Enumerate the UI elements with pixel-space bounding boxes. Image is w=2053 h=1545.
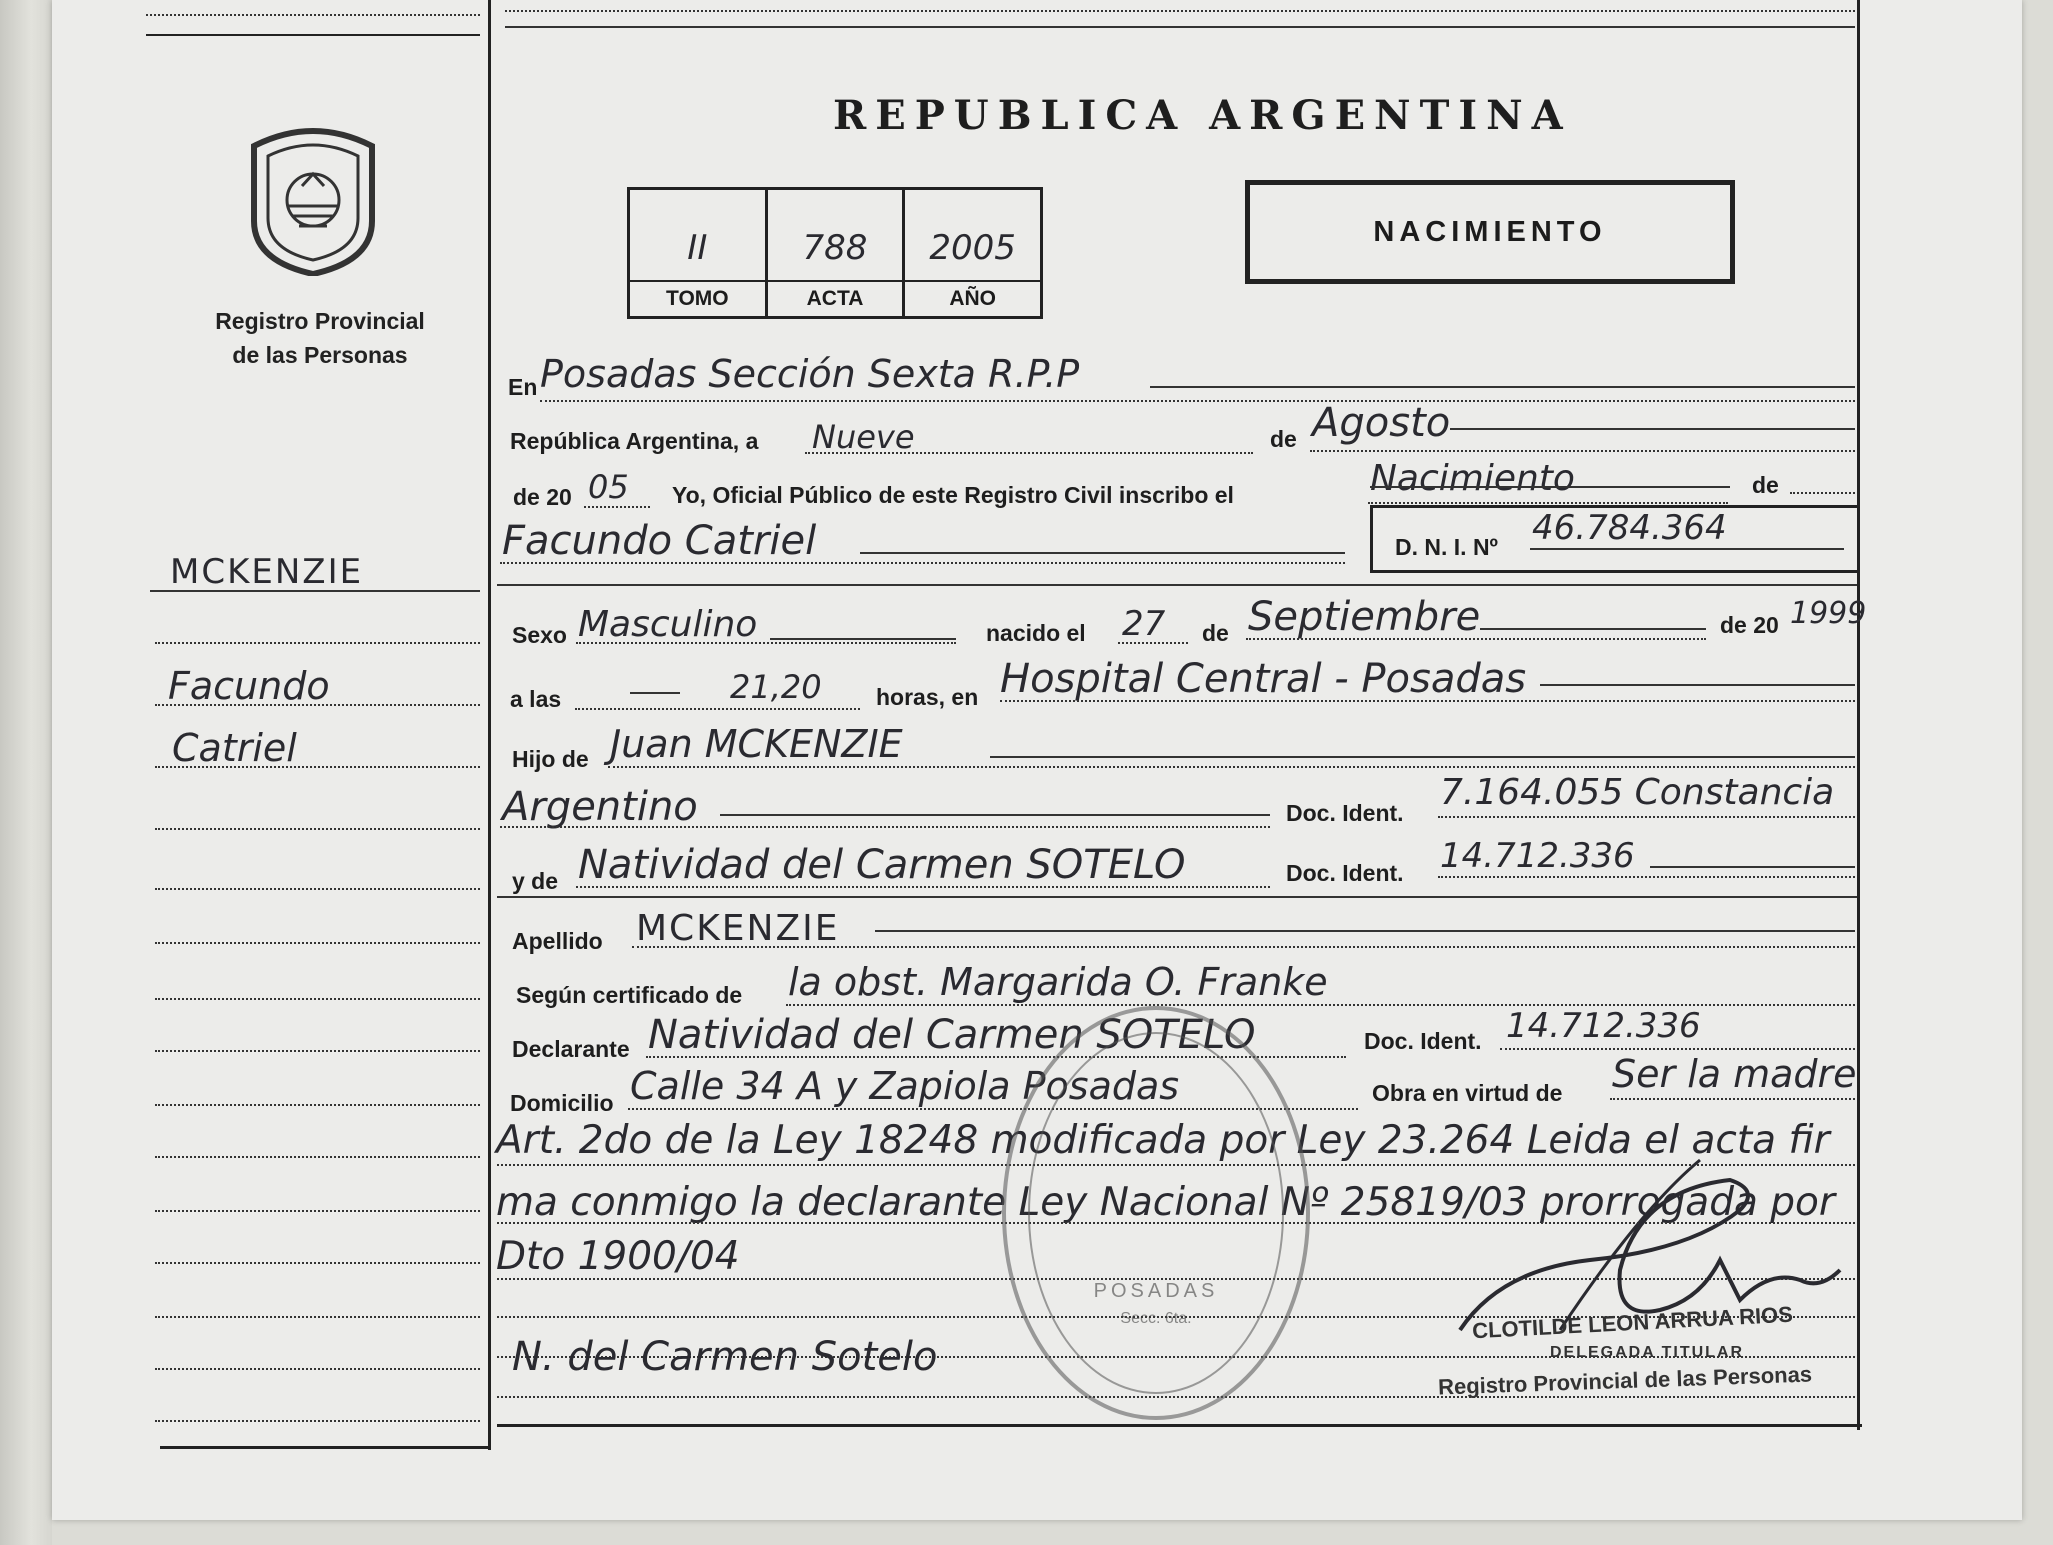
ano-value: 2005 <box>929 228 1016 268</box>
left-line-7 <box>155 998 480 1000</box>
ano-label: AÑO <box>905 280 1040 316</box>
acto-rule <box>1370 486 1730 488</box>
acta-cell <box>768 190 906 316</box>
registry-line-2: de las Personas <box>232 342 408 368</box>
doc3-label: Doc. Ident. <box>1364 1028 1482 1054</box>
acto-line <box>1368 502 1728 504</box>
yde-label: y de <box>512 868 559 894</box>
de20-label: de 20 <box>513 484 572 510</box>
apellido-label: Apellido <box>512 928 603 954</box>
left-line-13 <box>155 1316 480 1318</box>
madre-line <box>576 886 1270 888</box>
de-label: de <box>1270 426 1297 452</box>
nacido-label: nacido el <box>986 620 1086 646</box>
horas-label: horas, en <box>876 684 979 710</box>
lugar-line <box>1000 700 1855 702</box>
madre-doc-rule <box>1650 866 1855 868</box>
yo-text: Yo, Oficial Público de este Registro Civil inscribo el <box>672 482 1234 508</box>
madre-value: Natividad del Carmen SOTELO <box>578 842 1186 888</box>
alas-dash <box>630 692 680 694</box>
en-line <box>540 400 1855 402</box>
nota-line-3: Dto 1900/04 <box>496 1234 740 1279</box>
declarante-doc: 14.712.336 <box>1506 1006 1701 1046</box>
left-line-14 <box>155 1368 480 1370</box>
nac-dia: 27 <box>1122 604 1166 644</box>
dni-label: D. N. I. Nº <box>1395 534 1498 560</box>
frame-bottom-rule <box>497 1424 1862 1427</box>
acto-value: Nacimiento <box>1370 458 1575 499</box>
registry-line-1: Registro Provincial <box>215 308 425 334</box>
de3-label: de <box>1202 620 1229 646</box>
padre-doc: 7.164.055 Constancia <box>1440 772 1835 813</box>
left-top-dots <box>146 14 480 16</box>
de20b-label: de 20 <box>1720 612 1779 638</box>
left-given-1: Facundo <box>168 664 330 708</box>
obra-label: Obra en virtud de <box>1372 1080 1563 1106</box>
mes-line <box>1310 450 1855 452</box>
dia-line <box>805 452 1253 454</box>
padre-rule <box>990 756 1855 758</box>
nota-line-2: ma conmigo la declarante Ley Nacional Nº 25819/03 prorrogada por <box>496 1180 1835 1225</box>
left-surname: MCKENZIE <box>170 552 364 592</box>
top-dots <box>505 10 1855 12</box>
segun-label: Según certificado de <box>516 982 743 1008</box>
padre-nacionalidad: Argentino <box>502 784 698 830</box>
section-rule-2 <box>497 896 1857 898</box>
document-title: REPUBLICA ARGENTINA <box>833 92 1572 139</box>
nac-dia-line <box>1118 642 1188 644</box>
nac-rule <box>720 814 1270 816</box>
sexo-rule <box>770 638 956 640</box>
nac-mes-line <box>1246 638 1706 640</box>
province-crest-icon <box>244 126 382 276</box>
doc1-label: Doc. Ident. <box>1286 800 1404 826</box>
obra-value: Ser la madre <box>1612 1052 1857 1096</box>
stamp-city: POSADAS <box>1093 1280 1219 1302</box>
registry-index-box <box>627 187 1043 319</box>
declarante-label: Declarante <box>512 1036 630 1062</box>
left-line-10 <box>155 1156 480 1158</box>
nac-line <box>500 826 1270 828</box>
acta-value: 788 <box>802 228 868 268</box>
lugar-rule <box>1540 684 1855 686</box>
obra-line <box>1610 1098 1855 1100</box>
doc2-label: Doc. Ident. <box>1286 860 1404 886</box>
record-type-box: NACIMIENTO <box>1245 180 1735 284</box>
apellido-rule <box>875 930 1855 932</box>
nombre-rule <box>860 552 1345 554</box>
acta-label: ACTA <box>768 280 903 316</box>
declarante-doc-line <box>1500 1048 1855 1050</box>
left-line-12 <box>155 1262 480 1264</box>
left-column-top-rule <box>146 34 480 36</box>
left-column-bottom-rule <box>160 1446 490 1449</box>
left-line-6 <box>155 942 480 944</box>
en-label: En <box>508 374 538 400</box>
nac-mes-rule <box>1480 628 1706 630</box>
tomo-label: TOMO <box>630 280 765 316</box>
sexo-line <box>576 642 956 644</box>
stamp-section: Secc. 6ta. <box>1120 1310 1192 1327</box>
left-line-5 <box>155 888 480 890</box>
nombre-line <box>500 562 1345 564</box>
registrar-registry: Registro Provincial de las Personas <box>1437 1361 1813 1400</box>
alas-label: a las <box>510 686 562 712</box>
padre-line <box>608 766 1855 768</box>
left-line-15 <box>155 1420 480 1422</box>
left-line-3 <box>155 766 480 768</box>
padre-doc-line <box>1438 816 1855 818</box>
dni-value: 46.784.364 <box>1532 508 1727 548</box>
declarante-signature: N. del Carmen Sotelo <box>512 1334 938 1380</box>
padre-value: Juan MCKENZIE <box>610 722 903 766</box>
nac-anio: 1999 <box>1790 596 1867 631</box>
certificado-value: la obst. Margarida O. Franke <box>788 960 1328 1004</box>
nota-line-1: Art. 2do de la Ley 18248 modificada por Ley 23.264 Leida el acta fir <box>496 1118 1830 1163</box>
mes-line-ext <box>1450 428 1855 430</box>
lugar-value: Hospital Central - Posadas <box>1000 656 1527 702</box>
apellido-value: MCKENZIE <box>636 908 840 949</box>
anio-value: 05 <box>588 468 629 506</box>
de2-line <box>1790 492 1855 494</box>
domicilio-label: Domicilio <box>510 1090 614 1116</box>
apellido-line <box>632 946 1855 948</box>
en-value: Posadas Sección Sexta R.P.P <box>540 352 1080 396</box>
declarante-value: Natividad del Carmen SOTELO <box>648 1012 1256 1058</box>
left-line-9 <box>155 1104 480 1106</box>
official-stamp <box>1002 1006 1310 1420</box>
sexo-value: Masculino <box>578 604 758 645</box>
nac-mes: Septiembre <box>1248 594 1481 640</box>
left-line-2 <box>155 704 480 706</box>
anio-line <box>584 506 650 508</box>
de2-label: de <box>1752 472 1779 498</box>
hijo-label: Hijo de <box>512 746 589 772</box>
en-line-ext <box>1150 386 1855 388</box>
nombre-value: Facundo Catriel <box>502 518 817 564</box>
section-rule-1 <box>497 584 1857 586</box>
madre-doc: 14.712.336 <box>1440 836 1635 876</box>
sexo-label: Sexo <box>512 622 567 648</box>
hora-value: 21,20 <box>730 668 822 706</box>
tomo-value: II <box>687 228 708 268</box>
mes-value: Agosto <box>1312 400 1451 446</box>
hora-line <box>575 708 860 710</box>
left-line-1 <box>155 642 480 644</box>
left-surname-rule <box>150 590 480 592</box>
left-line-4 <box>155 828 480 830</box>
dni-rule <box>1530 548 1844 550</box>
registry-name <box>170 304 470 372</box>
top-rule <box>505 26 1855 28</box>
domicilio-value: Calle 34 A y Zapiola Posadas <box>630 1064 1180 1108</box>
registrar-role: DELEGADA TITULAR <box>1550 1344 1745 1361</box>
left-given-2: Catriel <box>172 726 297 770</box>
registrar-name: CLOTILDE LEON ARRUA RIOS <box>1471 1301 1794 1344</box>
dia-value: Nueve <box>812 418 915 456</box>
ano-cell <box>905 190 1040 316</box>
republica-label: República Argentina, a <box>510 428 759 454</box>
frame-divider-left <box>488 0 491 1450</box>
left-line-11 <box>155 1210 480 1212</box>
madre-doc-line <box>1438 876 1855 878</box>
stamp-inner-ring <box>1028 1032 1284 1394</box>
left-line-8 <box>155 1050 480 1052</box>
binding-gutter <box>0 0 52 1545</box>
tomo-cell <box>630 190 768 316</box>
